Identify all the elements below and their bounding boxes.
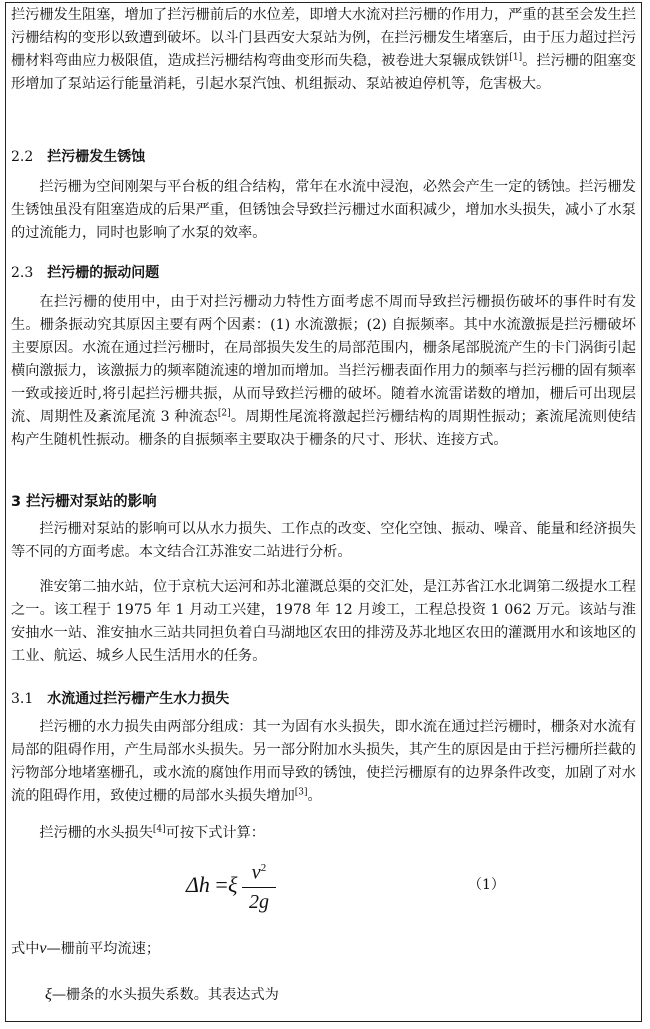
section-title: 拦污栅的振动问题 [47,265,160,281]
delta-h: Δh [186,872,210,897]
equation-1 [180,852,300,922]
velocity-symbol: v [39,940,47,957]
section-3-heading: 3 拦污栅对泵站的影响 [11,494,157,510]
vibration-text-tail: 。周期性尾流将激起拦污栅结构的周期性振动；紊流尾流则使结构产生随机性振动。栅条的自振频率主要取决于栅条的尺寸、形状、连接方式。 [11,409,636,448]
equation-coefficient: ξ [228,872,238,897]
section-number: 2.2 [11,149,34,165]
hydraulic-loss-text-tail: 。 [307,788,322,804]
section-title: 拦污栅发生锈蚀 [47,149,146,165]
definition-text: —栅前平均流速； [46,941,161,957]
section-2-2-heading [11,146,145,166]
head-loss-text: 拦污栅的水头损失 [39,825,153,841]
citation-4: [4] [152,824,166,835]
section-number: 3.1 [11,691,34,707]
section-3-1-heading [11,688,229,708]
xi-symbol: ξ [45,986,52,1003]
equation-numerator [242,856,276,885]
citation-3: [3] [294,787,308,798]
intro-text-tail: 。拦污栅的阻塞变形增加了泵站运行能量消耗，引起水泵汽蚀、机组振动、泵站被迫停机等，危害极大。 [11,53,636,92]
equation-denominator: 2g [249,891,269,914]
definition-v [11,937,636,961]
definition-xi [45,983,635,1007]
paragraph-3-b: 淮安第二抽水站，位于京杭大运河和苏北灌溉总渠的交汇处，是江苏省江水北调第二级提水工程之一。该工程于 1975 年 1 月动工兴建，1978 年 12 月竣工，工程总投资 1 062 万元。该站与淮安抽水一站、淮安抽水三站共同担负着白马湖地区农田的排涝及苏北地区农田的灌溉用水和该地区的工业、航运、城乡人民生活用水的任务。 [11,579,636,664]
equation-lhs [186,872,228,898]
definition-text: —栅条的水头损失系数。其表达式为 [51,987,279,1003]
paragraph-3-1-a [11,716,636,808]
equation-fraction [242,856,276,914]
velocity-symbol: v [251,861,261,884]
section-2-3-heading [11,262,159,282]
paragraph-3-1-b [11,822,636,845]
citation-2: [2] [217,408,231,419]
head-loss-text-tail: 可按下式计算： [165,825,265,841]
paragraph-intro [11,4,636,96]
paragraph-2-3 [11,291,636,452]
citation-1: [1] [509,52,523,63]
paragraph-2-2: 拦污栅为空间刚架与平台板的组合结构，常年在水流中浸泡，必然会产生一定的锈蚀。拦污栅发生锈蚀虽没有阻塞造成的后果严重，但锈蚀会导致拦污栅过水面积减少，增加水头损失，减小了水泵的过流能力，同时也影响了水泵的效率。 [11,179,636,241]
paragraph-3-a: 拦污栅对泵站的影响可以从水力损失、工作点的改变、空化空蚀、振动、噪音、能量和经济损失等不同的方面考虑。本文结合江苏淮安二站进行分析。 [11,521,636,560]
intro-text: 拦污栅发生阻塞，增加了拦污栅前后的水位差，即增大水流对拦污栅的作用力，严重的甚至会发生拦污栅结构的变形以致遭到破坏。以斗门县西安大泵站为例，在拦污栅发生堵塞后，由于压力超过拦污栅材料弯曲应力极限值，造成拦污栅结构弯曲变形而失稳，被卷进大泵辗成铁饼 [11,7,636,69]
vibration-text: 在拦污栅的使用中，由于对拦污栅动力特性方面考虑不周而导致拦污栅损伤破坏的事件时有发生。栅条振动究其原因主要有两个因素：(1) 水流激振；(2) 自振频率。其中水流激振是拦污栅破坏主要原因。水流在通过拦污栅时，在局部损失发生的局部范围内，栅条尾部脱流产生的卡门涡街引起横向激振力，该激振力的频率随流速的增加而增加。当拦污栅表面作用力的频率与拦污栅的固有频率一致或接近时,将引起拦污栅共振，从而导致拦污栅的破坏。随着水流雷诺数的增加，栅后可出现层流、周期性及紊流尾流 3 种流态 [11,294,636,425]
definition-prefix: 式中 [11,941,40,957]
section-title: 水流通过拦污栅产生水力损失 [47,691,230,707]
exponent: 2 [260,862,267,874]
equals-sign: = [215,872,228,897]
hydraulic-loss-text: 拦污栅的水力损失由两部分组成：其一为固有水头损失，即水流在通过拦污栅时，栅条对水流有局部的阻碍作用，产生局部水头损失。另一部分附加水头损失，其产生的原因是由于拦污栅所拦截的污物部分地堵塞栅孔，或水流的腐蚀作用而导致的锈蚀，使拦污栅原有的边界条件改变，加剧了对水流的阻碍作用，致使过栅的局部水头损失增加 [11,719,636,804]
section-number: 2.3 [11,265,34,281]
equation-number: （1） [468,877,505,893]
fraction-bar [242,887,276,889]
